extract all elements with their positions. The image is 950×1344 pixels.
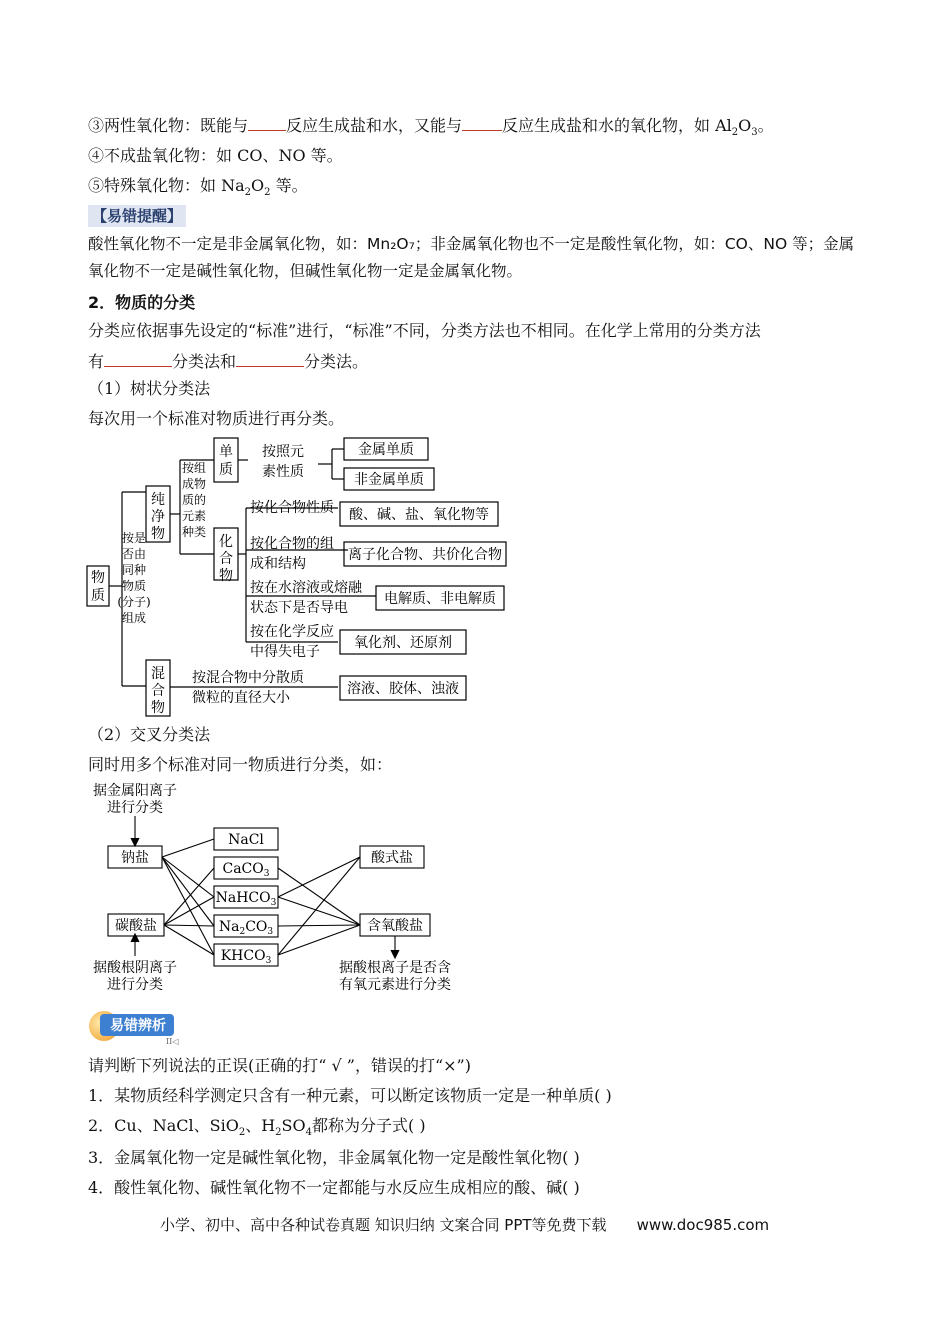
cross-top-label-1: 据金属阳离子 <box>93 783 177 799</box>
amphoteric-oxide-line: ③两性氧化物：既能与 反应生成盐和水，又能与 反应生成盐和水的氧化物，如 $Al_2O_3$。 <box>88 116 774 139</box>
fill-blank[interactable] <box>248 114 286 131</box>
text: 反应生成盐和水的氧化物，如 Al <box>502 116 732 135</box>
intro-line-2 <box>88 350 368 373</box>
error-badge-text: 易错辨析 <box>110 1018 166 1034</box>
element-label: 质 <box>219 462 233 478</box>
text: 2．Cu、NaCl、SiO <box>88 1116 239 1135</box>
metal-element-box: 金属单质 <box>358 442 414 458</box>
footer-url[interactable]: www.doc985.com <box>636 1216 770 1234</box>
text: 都称为分子式( ) <box>312 1116 426 1135</box>
cross-description: 同时用多个标准对同一物质进行分类，如： <box>88 755 393 774</box>
question-3: 3．金属氧化物一定是碱性氧化物，非金属氧化物一定是酸性氧化物( ) <box>88 1148 580 1167</box>
element-label: 单 <box>219 444 233 460</box>
cross-bottom-right-1: 据酸根离子是否含 <box>339 960 451 976</box>
root-criterion-text: 按是 <box>121 531 147 545</box>
nonmetal-element-box: 非金属单质 <box>354 472 424 488</box>
question-2: 2．Cu、NaCl、SiO$_2$、$H_2SO_4$都称为分子式( ) <box>88 1116 426 1139</box>
text: ③两性氧化物：既能与 <box>88 116 249 135</box>
error-tip-badge: 【易错提醒】 <box>88 205 186 227</box>
compound-label: 化 <box>219 534 233 550</box>
question-4: 4．酸性氧化物、碱性氧化物不一定都能与水反应生成相应的酸、碱( ) <box>88 1178 580 1197</box>
errors-intro: 请判断下列说法的正误(正确的打“ √ ”，错误的打“×”) <box>88 1056 471 1075</box>
text: 反应生成盐和水，又能与 <box>286 116 463 135</box>
compound-result-4: 氧化剂、还原剂 <box>354 635 452 651</box>
cross-bottom-left-2: 进行分类 <box>107 977 163 993</box>
pure-criterion-text: 按组 <box>181 461 207 475</box>
pure-substance-label: 净 <box>151 509 165 525</box>
text: SO <box>281 1116 306 1135</box>
intro-line-1: 分类应依据事先设定的“标准”进行，“标准”不同，分类方法也不相同。在化学上常用的分类方法 <box>88 321 761 340</box>
root-criterion-text: 否由 <box>121 547 147 561</box>
compound-criterion-2: 成和结构 <box>250 556 306 572</box>
tree-title: （1）树状分类法 <box>88 379 211 398</box>
cross-classification-diagram <box>80 780 480 998</box>
mixture-criterion: 微粒的直径大小 <box>192 690 290 706</box>
compound-criterion-2: 按化合物的组 <box>250 536 334 552</box>
text: 分类法。 <box>304 352 369 371</box>
root-criterion-text: 组成 <box>121 611 147 625</box>
root-criterion-text: 物质 <box>121 579 147 593</box>
text: 。 <box>757 116 774 135</box>
text: 分类法和 <box>172 352 237 371</box>
compound-criterion-4: 中得失电子 <box>250 644 320 660</box>
pure-criterion-text: 元素 <box>181 509 207 523</box>
tree-description: 每次用一个标准对物质进行再分类。 <box>88 409 345 428</box>
compound-result-2: 离子化合物、共价化合物 <box>348 547 502 563</box>
section-heading: 2．物质的分类 <box>88 293 196 312</box>
tree-classification-diagram <box>80 432 520 717</box>
sodium-salt-label: 钠盐 <box>121 850 149 866</box>
cross-title: （2）交叉分类法 <box>88 725 211 744</box>
compound-label: 物 <box>219 568 233 584</box>
compound-result-3: 电解质、非电解质 <box>384 591 496 607</box>
error-tip-text: 酸性氧化物不一定是非金属氧化物，如：Mn₂O₇；非金属氧化物也不一定是酸性氧化物，如：CO、NO 等；金属氧化物不一定是碱性氧化物，但碱性氧化物一定是金属氧化物。 <box>88 235 855 280</box>
text: 、H <box>245 1116 276 1135</box>
pure-criterion-text: 种类 <box>181 525 207 539</box>
text: 有 <box>88 352 105 371</box>
element-criterion-text: 按照元 <box>262 444 304 460</box>
cross-bottom-right-2: 有氧元素进行分类 <box>339 977 451 993</box>
root-substance-label: 质 <box>91 588 105 604</box>
cross-top-label-2: 进行分类 <box>107 800 163 816</box>
compound-result-1: 酸、碱、盐、氧化物等 <box>349 507 489 523</box>
footer-text: 小学、初中、高中各种试卷真题 知识归纳 文案合同 PPT等免费下载 <box>160 1216 607 1234</box>
svg-text:II◁: II◁ <box>166 1037 179 1046</box>
root-criterion-text: (分子) <box>117 595 151 609</box>
oxy-salt-label: 含氧酸盐 <box>367 918 423 934</box>
cross-bottom-left-1: 据酸根阴离子 <box>93 960 177 976</box>
mixture-label: 混 <box>151 666 165 682</box>
compound-nacl: NaCl <box>228 832 264 848</box>
fill-blank[interactable] <box>462 114 502 131</box>
text: 等。 <box>270 176 308 195</box>
question-1: 1．某物质经科学测定只含有一种元素，可以断定该物质一定是一种单质( ) <box>88 1086 612 1105</box>
pure-substance-label: 纯 <box>151 492 165 508</box>
compound-na2co3: $Na_2CO_3$ <box>218 919 274 937</box>
root-substance-label: 物 <box>91 570 105 586</box>
compound-label: 合 <box>219 551 233 567</box>
compound-criterion-1: 按化合物性质 <box>250 500 334 516</box>
acid-salt-label: 酸式盐 <box>371 850 413 866</box>
compound-khco3: $KHCO_3$ <box>220 948 272 966</box>
text: ⑤特殊氧化物：如 Na <box>88 176 245 195</box>
mixture-label: 物 <box>151 700 165 716</box>
non-salt-oxide-line: ④不成盐氧化物：如 CO、NO 等。 <box>88 146 343 165</box>
mixture-result: 溶液、胶体、浊液 <box>347 681 459 697</box>
error-analysis-badge <box>86 1010 179 1046</box>
carbonate-label: 碳酸盐 <box>115 918 157 934</box>
pure-criterion-text: 成物 <box>181 477 207 491</box>
compound-criterion-4: 按在化学反应 <box>250 624 334 640</box>
pure-criterion-text: 质的 <box>181 493 207 507</box>
root-criterion-text: 同种 <box>121 563 147 577</box>
compound-criterion-3: 状态下是否导电 <box>250 600 348 616</box>
compound-criterion-3: 按在水溶液或熔融 <box>250 580 362 596</box>
mixture-label: 合 <box>151 683 165 699</box>
mixture-criterion: 按混合物中分散质 <box>192 670 304 686</box>
fill-blank[interactable] <box>104 350 172 367</box>
compound-nahco3: NaHCO$_3$ <box>215 890 277 908</box>
pure-substance-label: 物 <box>151 526 165 542</box>
footer <box>160 1214 769 1235</box>
special-oxide-line: ⑤特殊氧化物：如 $Na_2O_2$ 等。 <box>88 176 308 199</box>
compound-caco3: CaCO$_3$ <box>222 861 270 879</box>
fill-blank[interactable] <box>236 350 304 367</box>
element-criterion-text: 素性质 <box>262 464 304 480</box>
